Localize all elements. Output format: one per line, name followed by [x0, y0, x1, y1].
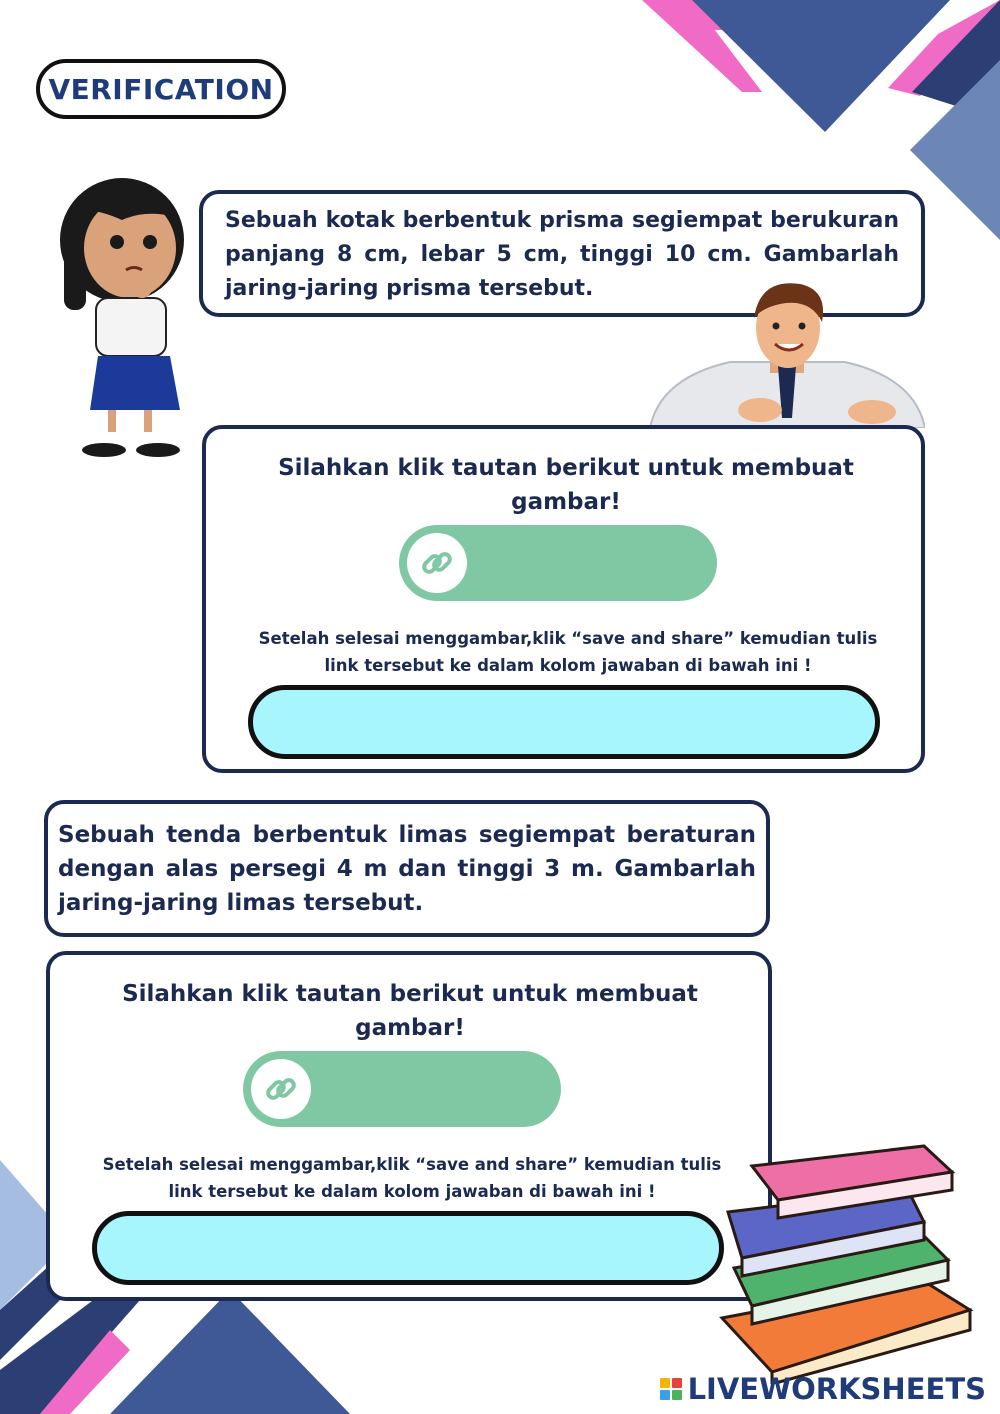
note-2-text: Setelah selesai menggambar,klik “save and share” kemudian tulis link tersebut ke dalam kolom jawaban di bawah ini !: [102, 1155, 722, 1201]
instruction-1-text: Silahkan klik tautan berikut untuk membuat gambar!: [278, 455, 854, 515]
drawing-link-button-2[interactable]: [243, 1051, 561, 1127]
link-icon: [251, 1059, 311, 1119]
answer-2-input[interactable]: [92, 1211, 724, 1285]
answer-2-panel: [46, 951, 772, 1301]
books-stack-illustration: [712, 1140, 974, 1384]
answer-1-input[interactable]: [248, 685, 880, 759]
instruction-2-text: Silahkan klik tautan berikut untuk membuat gambar!: [122, 981, 698, 1041]
answer-1-panel: [202, 425, 925, 773]
question-2-text: Sebuah tenda berbentuk limas segiempat beraturan dengan alas persegi 4 m dan tinggi 3 m. Gambarlah jaring-jaring limas tersebut.: [58, 822, 756, 916]
drawing-link-button-1[interactable]: [399, 525, 717, 601]
link-icon: [407, 533, 467, 593]
girl-thinking-illustration: [52, 170, 192, 460]
brand-footer: [660, 1372, 986, 1406]
brand-name: LIVEWORKSHEETS: [687, 1372, 986, 1406]
question-1-text: Sebuah kotak berbentuk prisma segiempat berukuran panjang 8 cm, lebar 5 cm, tinggi 10 cm. Gambarlah jaring-jaring prisma tersebut.: [225, 208, 899, 301]
question-2-box: [44, 800, 770, 937]
note-1-text: Setelah selesai menggambar,klik “save and share” kemudian tulis link tersebut ke dalam kolom jawaban di bawah ini !: [258, 629, 878, 675]
teacher-illustration: [650, 278, 925, 428]
brand-logo-icon: [660, 1378, 682, 1400]
page-title: VERIFICATION: [36, 59, 286, 119]
